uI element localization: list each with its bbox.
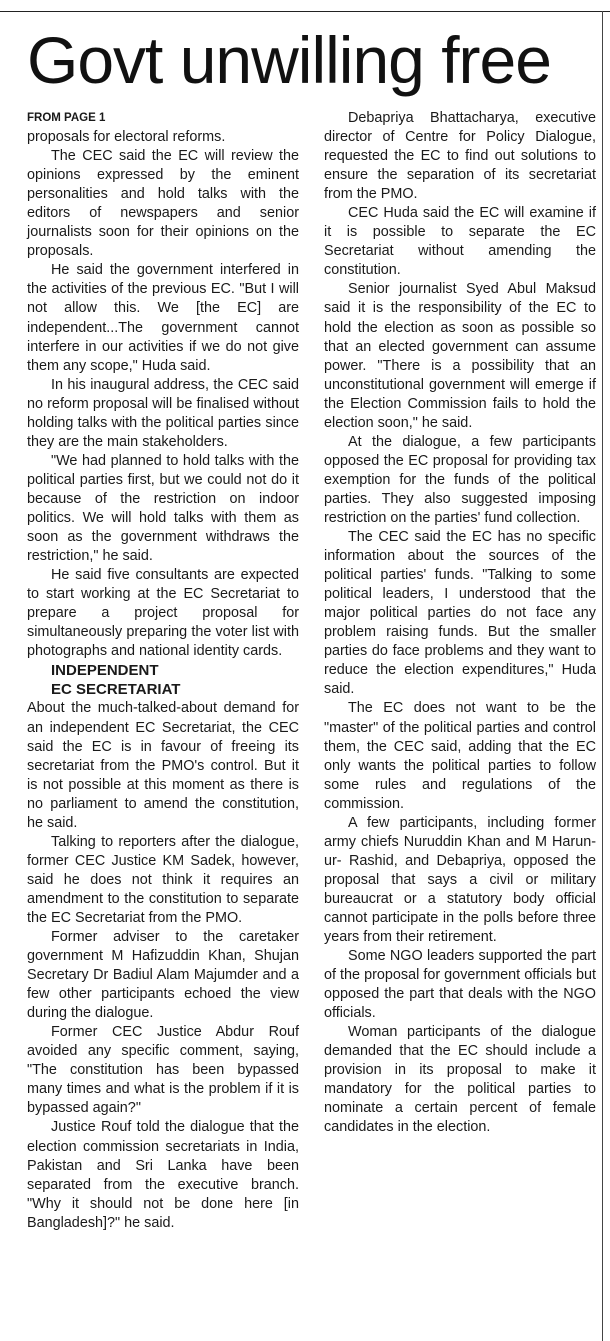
article-column-1 [27, 109, 299, 1233]
subhead-line-1: INDEPENDENT [51, 662, 159, 680]
paragraph: The EC does not want to be the "master" of the political parties and control them, the CEC said, adding that the EC only wants the political parties to follow some rules and regulations of the commission. [324, 700, 596, 812]
paragraph: He said five consultants are expected to start working at the EC Secretariat to prepare a project proposal for simultaneously preparing the voter list with photographs and national identity cards. [27, 567, 299, 660]
paragraph: Debapriya Bhattacharya, executive director of Centre for Policy Dialogue, requested the EC to find out solutions to ensure the separation of its secretariat from the PMO. [324, 110, 596, 203]
top-rule [0, 11, 610, 12]
paragraph: Justice Rouf told the dialogue that the election commission secretariats in India, Pakistan and Sri Lanka have been separated from the executive branch. "Why it should not be done here [in Bangladesh]?" he said. [27, 1119, 299, 1231]
subhead-line-2: EC SECRETARIAT [51, 681, 181, 699]
paragraph: Senior journalist Syed Abul Maksud said it is the responsibility of the EC to hold the election as soon as possible so that an elected government can assume power. "There is a possibility that an unconstitutional government will emerge if the Election Commission fails to hold the election soon," he said. [324, 281, 596, 431]
column-edge-rule [602, 11, 603, 1341]
paragraph: About the much-talked-about demand for an independent EC Secretariat, the CEC said the EC is in favour of freeing its secretariat from the PMO's control. But it is not possible at this moment as there is no parliament to amend the constitution, he said. [27, 700, 299, 831]
paragraph: A few participants, including former army chiefs Nuruddin Khan and M Harun-ur- Rashid, and Debapriya, opposed the proposal that says a civil or military bureaucrat or a statutory body official cannot participate in the polls before three years from their retirement. [324, 814, 596, 946]
paragraph: Woman participants of the dialogue demanded that the EC should include a provision in its proposal to make it mandatory for the political parties to nominate a certain percent of female candidates in the election. [324, 1024, 596, 1136]
paragraph: Former CEC Justice Abdur Rouf avoided any specific comment, saying, "The constitution has been bypassed many times and what is the problem if it is bypassed again?" [27, 1024, 299, 1117]
paragraph: proposals for electoral reforms. [27, 129, 226, 146]
paragraph: Some NGO leaders supported the part of the proposal for government officials but opposed the part that deals with the NGO officials. [324, 948, 596, 1022]
paragraph: In his inaugural address, the CEC said no reform proposal will be finalised without holding talks with the political parties since they are the main stakeholders. [27, 376, 299, 450]
paragraph: Former adviser to the caretaker government M Hafizuddin Khan, Shujan Secretary Dr Badiul Alam Majumder and a few other participants echoed the view during the dialogue. [27, 929, 299, 1022]
paragraph: At the dialogue, a few participants opposed the EC proposal for providing tax exemption for the funds of the political parties. They also suggested imposing restriction on the parties' fund collection. [324, 433, 596, 526]
paragraph: The CEC said the EC will review the opinions expressed by the eminent personalities and hold talks with the editors of newspapers and senior journalists soon for their opinions on the proposals. [27, 148, 299, 260]
article-column-2 [324, 109, 596, 1138]
headline: Govt unwilling free [27, 23, 551, 97]
paragraph: CEC Huda said the EC will examine if it is possible to separate the EC Secretariat without amending the constitution. [324, 205, 596, 279]
paragraph: The CEC said the EC has no specific information about the sources of the political parties' funds. "Talking to some political leaders, I understood that the major political parties do not face any problem raising funds. But the smaller parties do face problems and they want to reduce the election expenditures," Huda said. [324, 529, 596, 698]
paragraph: Talking to reporters after the dialogue, former CEC Justice KM Sadek, however, said he does not think it requires an amendment to the constitution to separate the EC Secretariat from the PMO. [27, 833, 299, 926]
paragraph: He said the government interfered in the activities of the previous EC. "But I will not allow this. We [the EC] are independent...The government cannot interfere in our activities if we do not give them any scope," Huda said. [27, 262, 299, 374]
paragraph: "We had planned to hold talks with the political parties first, but we could not do it because of the restriction on indoor politics. We will hold talks with them as soon as the government withdraws the restriction," he said. [27, 452, 299, 565]
jump-kicker: FROM PAGE 1 [27, 112, 106, 124]
